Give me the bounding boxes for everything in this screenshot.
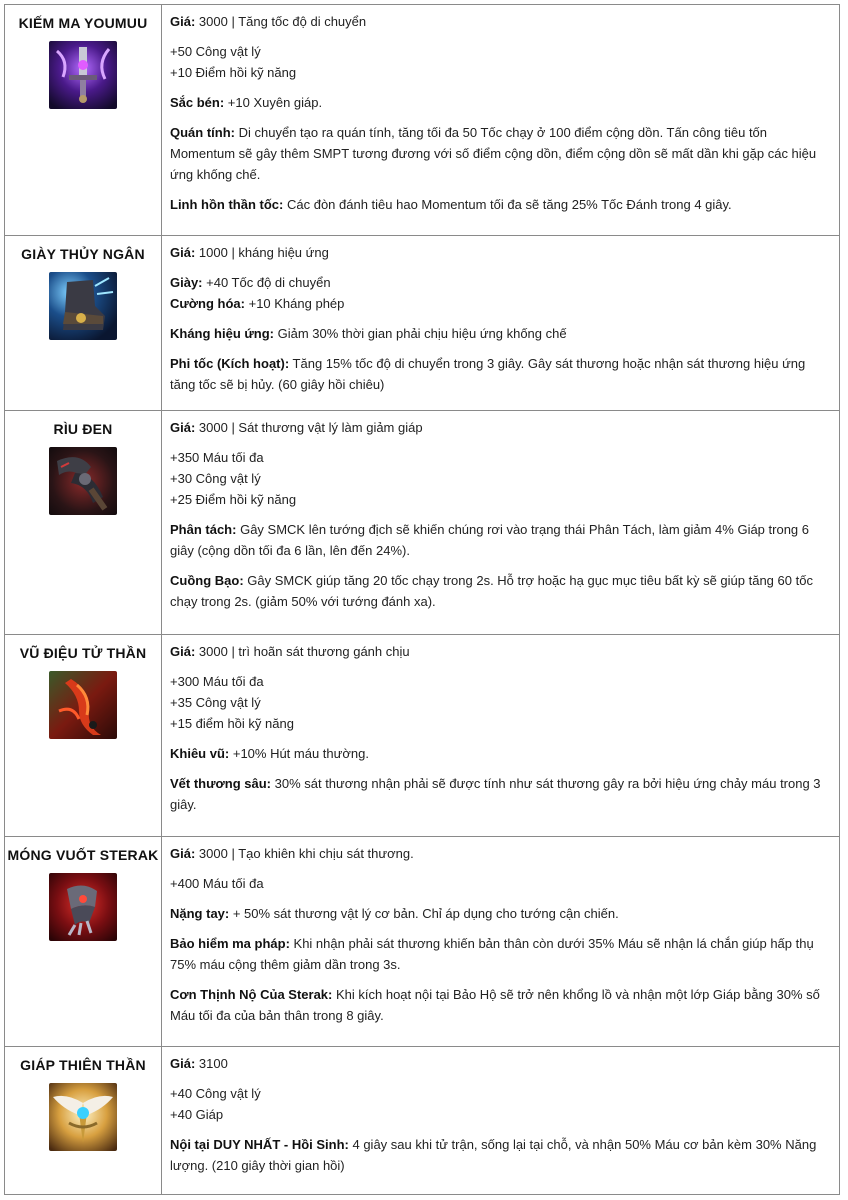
stat-text: +10 Kháng phép [244,296,345,311]
stats-block [170,41,831,83]
price-line [170,242,831,263]
item-name: GIÀY THỦY NGÂN [21,246,145,262]
price-line [170,1053,831,1074]
item-row [5,5,840,236]
passive-name: Khiêu vũ: [170,746,230,761]
passive-name: Sắc bén: [170,95,225,110]
passive-text: Giảm 30% thời gian phải chịu hiệu ứng khống chế [274,326,567,341]
stats-block [170,671,831,734]
item-name-cell [5,1047,162,1195]
stat-line: +350 Máu tối đa [170,450,264,465]
item-row [5,236,840,411]
passive-text: +10% Hút máu thường. [229,746,369,761]
stat-line [170,272,831,293]
passive-name: Cuồng Bạo: [170,573,244,588]
stat-line: +15 điểm hồi kỹ năng [170,716,294,731]
item-name-cell [5,236,162,411]
price-line [170,11,831,32]
stat-line: +25 Điểm hồi kỹ năng [170,492,297,507]
price-line [170,417,831,438]
passive-text: 30% sát thương nhận phải sẽ được tính như sát thương gây ra bởi hiệu ứng chảy máu trong 3 giây. [170,776,821,812]
price-label: Giá: [170,245,196,260]
passive-text: Gây SMCK lên tướng địch sẽ khiến chúng rơi vào trạng thái Phân Tách, làm giảm 4% Giáp trong 6 giây (cộng dồn tối đa 6 lần, lên đến 24%). [170,522,809,558]
price-label: Giá: [170,420,196,435]
stats-block [170,272,831,314]
guardian-angel-icon [49,1083,117,1151]
stats-block [170,447,831,510]
stat-name: Cường hóa: [170,296,245,311]
passive-name: Nặng tay: [170,906,230,921]
item-row [5,411,840,635]
mercury-treads-icon [49,272,117,340]
deaths-dance-icon [49,671,117,739]
stat-line: +40 Giáp [170,1107,224,1122]
item-desc-cell [162,1047,840,1195]
passive-name: Nội tại DUY NHẤT - Hồi Sinh: [170,1137,349,1152]
youmuu-ghostblade-icon [49,41,117,109]
passive-text: Tăng 15% tốc độ di chuyển trong 3 giây. Gây sát thương hoặc nhận sát thương hiệu ứng tăng tốc sẽ bị hủy. (60 giây hồi chiêu) [170,356,806,392]
price-text: 3000 | Tạo khiên khi chịu sát thương. [195,846,414,861]
stat-line [170,293,831,314]
item-name-cell [5,5,162,236]
item-name: GIÁP THIÊN THẦN [20,1057,146,1073]
item-name-cell [5,635,162,837]
stats-block [170,873,831,894]
item-desc-cell [162,837,840,1047]
item-desc-cell [162,5,840,236]
passive-text: Gây SMCK giúp tăng 20 tốc chạy trong 2s. Hỗ trợ hoặc hạ gục mục tiêu bất kỳ sẽ giúp tăng 60 tốc chạy trong 2s. (giảm 50% với tướng đánh xa). [170,573,813,609]
stat-line: +300 Máu tối đa [170,674,264,689]
items-table [4,4,840,1195]
price-line [170,843,831,864]
stat-line: +50 Công vật lý [170,44,261,59]
passive-line [170,570,831,612]
price-line [170,641,831,662]
item-name: RÌU ĐEN [53,421,113,437]
stat-line: +400 Máu tối đa [170,876,264,891]
item-name: VŨ ĐIỆU TỬ THẦN [19,645,147,661]
passive-text: Khi kích hoạt nội tại Bảo Hộ sẽ trở nên khổng lồ và nhận một lớp Giáp bằng 30% số Máu tối đa của bản thân trong 8 giây. [170,987,820,1023]
passive-name: Cơn Thịnh Nộ Của Sterak: [170,987,333,1002]
passive-text: 4 giây sau khi tử trận, sống lại tại chỗ, và nhận 50% Máu cơ bản kèm 30% Năng lượng. (210 giây thời gian hồi) [170,1137,817,1173]
steraks-gage-icon [49,873,117,941]
passive-name: Kháng hiệu ứng: [170,326,275,341]
passive-line [170,933,831,975]
passive-line [170,194,831,215]
item-name-cell [5,837,162,1047]
passive-name: Phân tách: [170,522,237,537]
price-label: Giá: [170,1056,196,1071]
stat-name: Giày: [170,275,203,290]
price-text: 3000 | Sát thương vật lý làm giảm giáp [195,420,423,435]
item-row [5,837,840,1047]
passive-line [170,323,831,344]
passive-text: +10 Xuyên giáp. [224,95,323,110]
price-text: 3100 [195,1056,228,1071]
item-row [5,1047,840,1195]
stats-block [170,1083,831,1125]
passive-text: Các đòn đánh tiêu hao Momentum tối đa sẽ tăng 25% Tốc Đánh trong 4 giây. [283,197,732,212]
item-name-cell [5,411,162,635]
item-name: KIẾM MA YOUMUU [18,15,148,31]
passive-name: Vết thương sâu: [170,776,271,791]
price-text: 3000 | trì hoãn sát thương gánh chịu [195,644,410,659]
price-text: 3000 | Tăng tốc độ di chuyển [195,14,367,29]
passive-line [170,773,831,815]
item-desc-cell [162,236,840,411]
stat-text: +40 Tốc độ di chuyển [202,275,331,290]
passive-line [170,122,831,185]
item-name: MÓNG VUỐT STERAK [7,847,159,863]
price-label: Giá: [170,846,196,861]
passive-line [170,743,831,764]
passive-text: Khi nhận phải sát thương khiến bản thân còn dưới 35% Máu sẽ nhận lá chắn giúp hấp thụ 75% máu cộng thêm giảm dần trong 3s. [170,936,814,972]
price-text: 1000 | kháng hiệu ứng [195,245,329,260]
passive-name: Linh hồn thần tốc: [170,197,284,212]
passive-text: Di chuyển tạo ra quán tính, tăng tối đa 50 Tốc chạy ở 100 điểm cộng dồn. Tấn công tiêu tốn Momentum sẽ gây thêm SMPT tương đương với số điểm cộng dồn, điểm cộng dồn sẽ mất dần khi gặp các hiệu ứng khống chế. [170,125,817,182]
passive-line [170,1134,831,1176]
passive-name: Bảo hiểm ma pháp: [170,936,290,951]
stat-line: +35 Công vật lý [170,695,261,710]
passive-text: + 50% sát thương vật lý cơ bản. Chỉ áp dụng cho tướng cận chiến. [229,906,619,921]
passive-line [170,92,831,113]
passive-line [170,903,831,924]
item-desc-cell [162,635,840,837]
stat-line: +30 Công vật lý [170,471,261,486]
black-cleaver-icon [49,447,117,515]
stat-line: +10 Điểm hồi kỹ năng [170,65,297,80]
price-label: Giá: [170,644,196,659]
passive-name: Quán tính: [170,125,235,140]
item-row [5,635,840,837]
passive-line [170,984,831,1026]
passive-name: Phi tốc (Kích hoạt): [170,356,290,371]
stat-line: +40 Công vật lý [170,1086,261,1101]
passive-line [170,519,831,561]
passive-line [170,353,831,395]
item-desc-cell [162,411,840,635]
price-label: Giá: [170,14,196,29]
